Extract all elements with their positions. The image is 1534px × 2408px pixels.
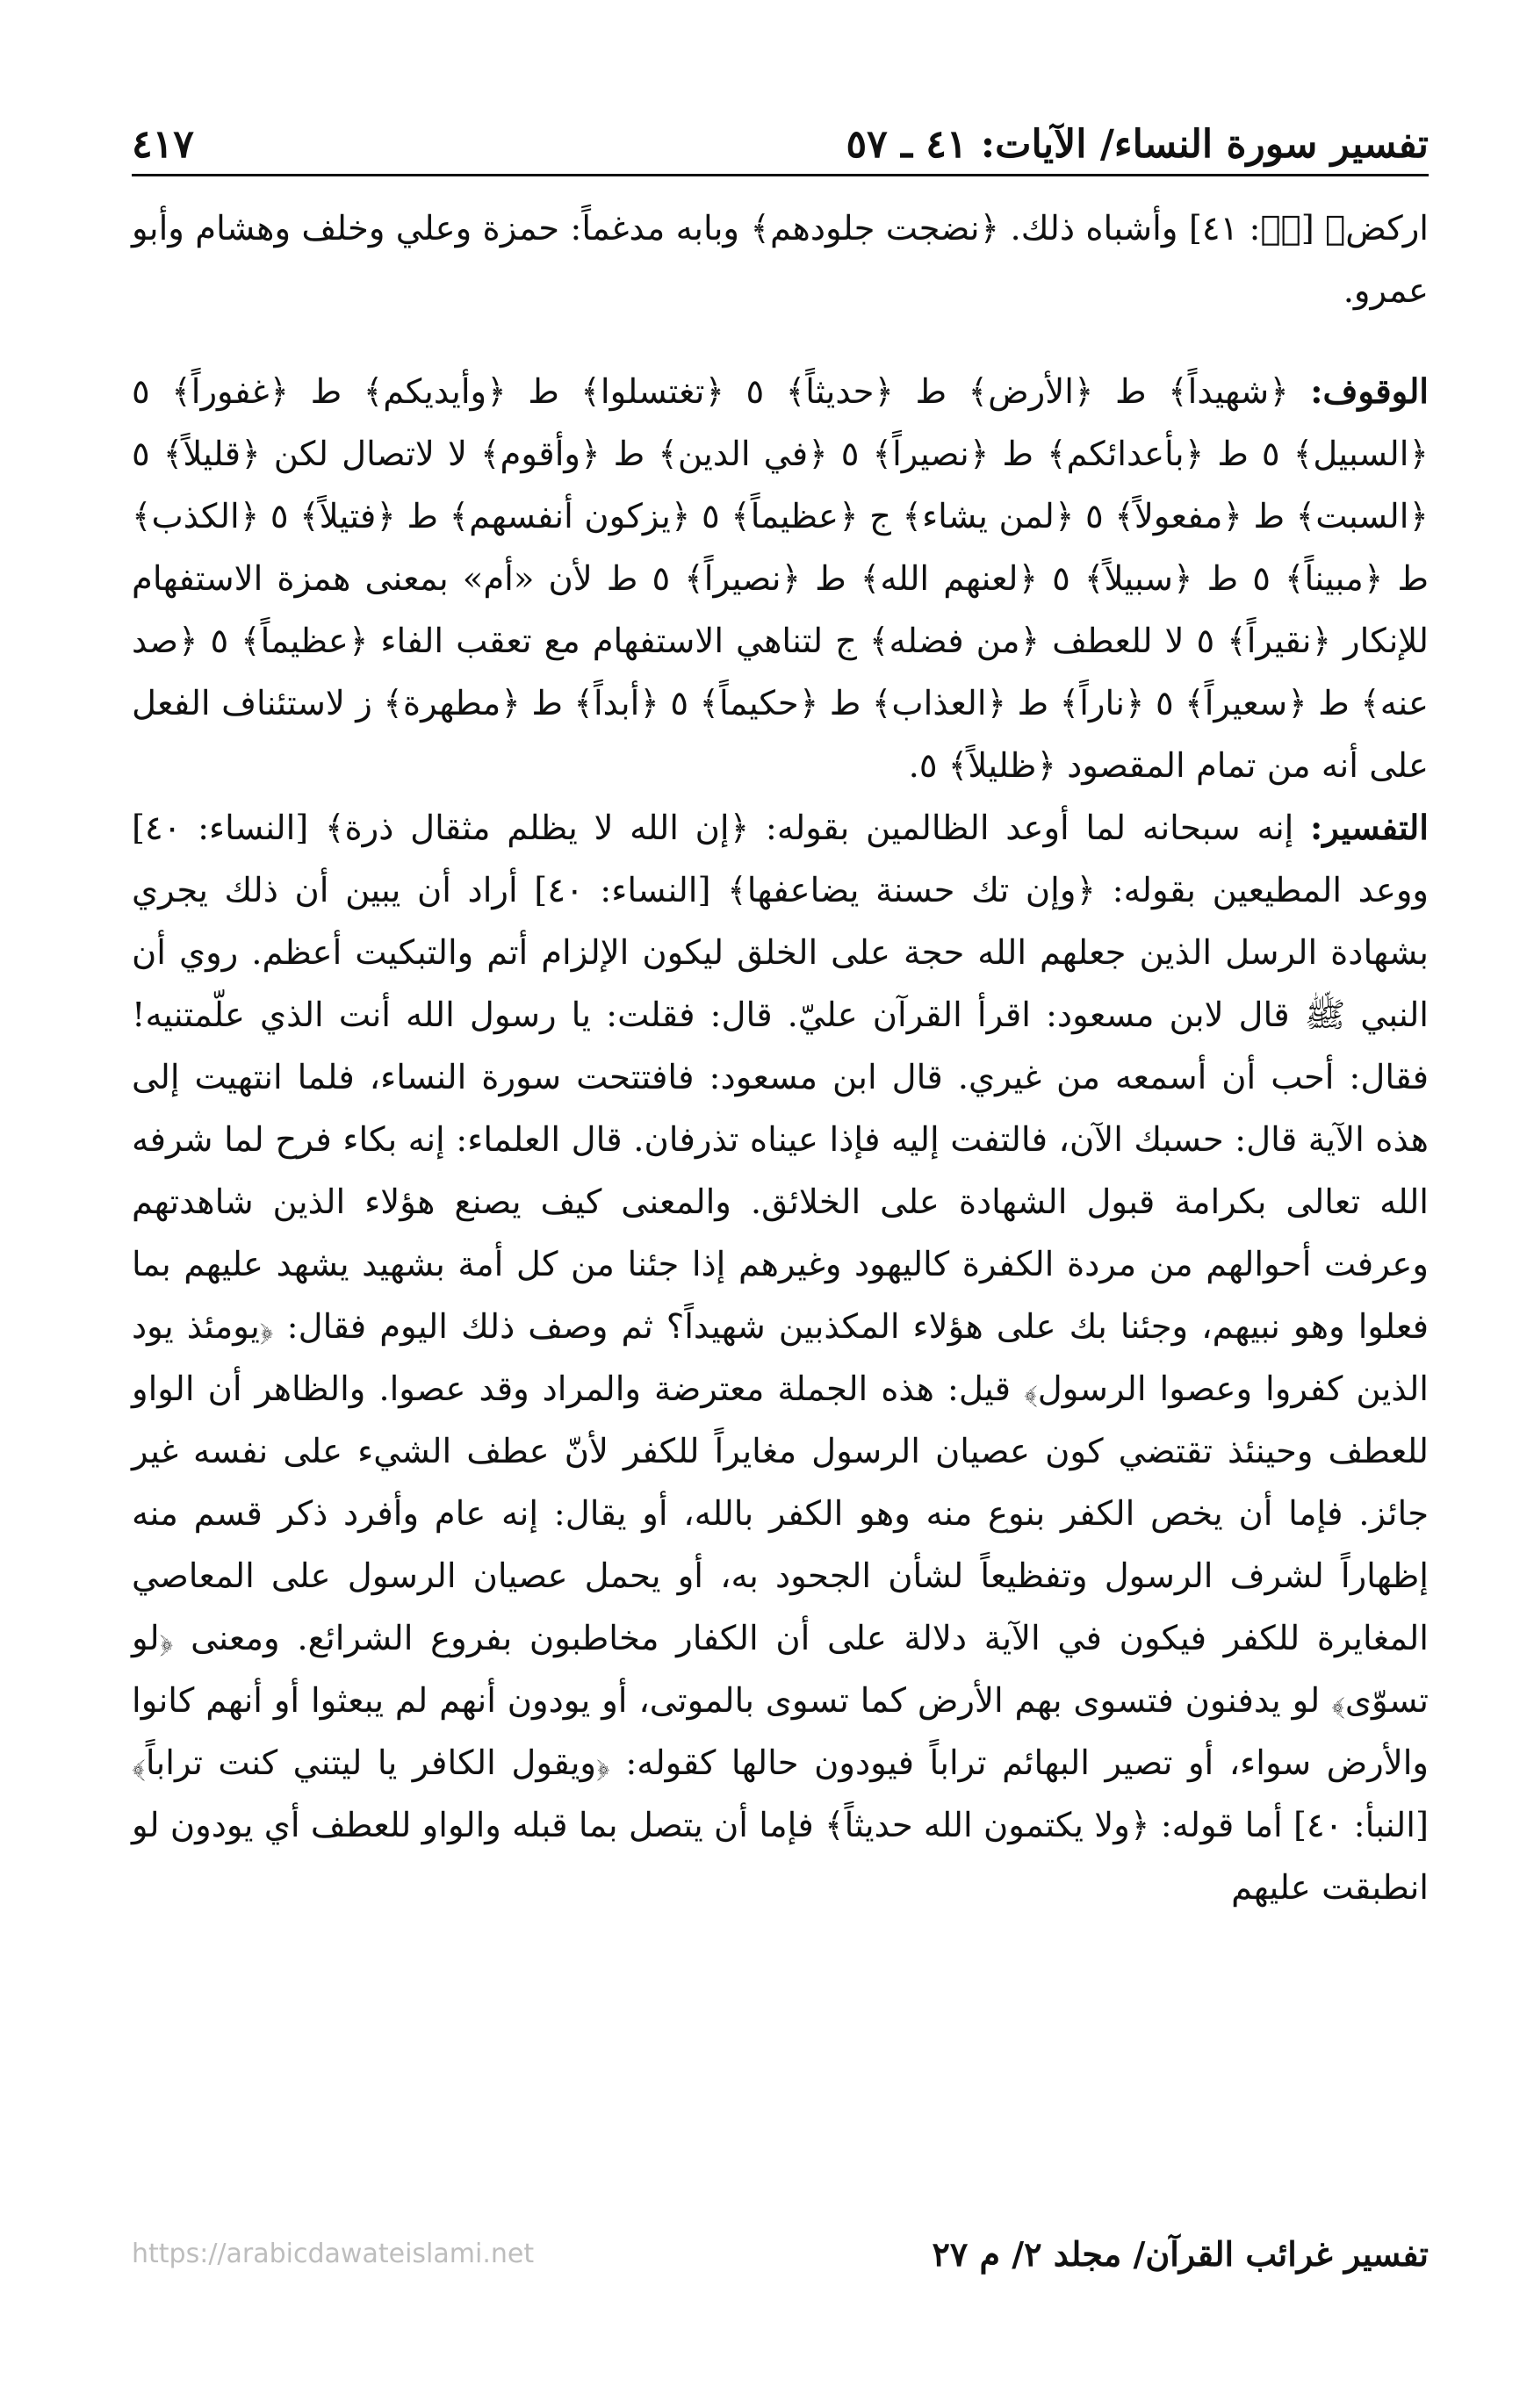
paragraph-text: اركض﴾ [صۤ: ٤١] وأشباه ذلك. ﴿نضجت جلودهم﴾ وبابه مدغماً: حمزة وعلي وخلف وهشام وأبو عمرو. bbox=[132, 209, 1430, 311]
paragraph-tafsir bbox=[132, 797, 1429, 1919]
page-footer bbox=[132, 2234, 1429, 2274]
paragraph-readings bbox=[132, 198, 1429, 322]
running-header bbox=[132, 97, 1429, 176]
page-number: ٤١٧ bbox=[132, 122, 194, 167]
paragraph-text: ﴿شهيداً﴾ ط ﴿الأرض﴾ ط ﴿حديثاً﴾ ٥ ﴿تغتسلوا﴾ ط ﴿وأيديكم﴾ ط ﴿غفوراً﴾ ٥ ﴿السبيل﴾ ٥ ط ﴿بأعدائكم﴾ ط ﴿نصيراً﴾ ٥ ﴿في الدين﴾ ط ﴿وأقوم﴾ لا لاتصال لكن ﴿قليلاً﴾ ٥ ﴿السبت﴾ ط ﴿مفعولاً﴾ ٥ ﴿لمن يشاء﴾ ج ﴿عظيماً﴾ ٥ ﴿يزكون أنفسهم﴾ ط ﴿فتيلاً﴾ ٥ ﴿الكذب﴾ ط ﴿مبيناً﴾ ٥ ط ﴿سبيلاً﴾ ٥ ﴿لعنهم الله﴾ ط ﴿نصيراً﴾ ٥ ط لأن «أم» بمعنى همزة الاستفهام للإنكار ﴿نقيراً﴾ ٥ لا للعطف ﴿من فضله﴾ ج لتناهي الاستفهام مع تعقب الفاء ﴿عظيماً﴾ ٥ ﴿صد عنه﴾ ط ﴿سعيراً﴾ ٥ ﴿ناراً﴾ ط ﴿العذاب﴾ ط ﴿حكيماً﴾ ٥ ﴿أبداً﴾ ط ﴿مطهرة﴾ ز لاستئناف الفعل على أنه من تمام المقصود ﴿ظليلاً﴾ ٥. bbox=[132, 372, 1429, 786]
header-title: تفسير سورة النساء/ الآيات: ٤١ ـ ٥٧ bbox=[846, 122, 1429, 167]
section-heading-tafsir: التفسير: bbox=[1310, 809, 1429, 848]
watermark-url: https://arabicdawateislami.net bbox=[132, 2239, 535, 2269]
section-heading-stops: الوقوف: bbox=[1310, 372, 1429, 412]
book-reference: تفسير غرائب القرآن/ مجلد ٢/ م ٢٧ bbox=[932, 2234, 1429, 2274]
page-body bbox=[132, 198, 1429, 1919]
paragraph-stops bbox=[132, 361, 1429, 797]
paragraph-text: إنه سبحانه لما أوعد الظالمين بقوله: ﴿إن الله لا يظلم مثقال ذرة﴾ [النساء: ٤٠] ووعد المطيعين بقوله: ﴿وإن تك حسنة يضاعفها﴾ [النساء: ٤٠] أراد أن يبين أن ذلك يجري بشهادة الرسل الذين جعلهم الله حجة على الخلق ليكون الإلزام أتم والتبكيت أعظم. روي أن النبي ﷺ قال لابن مسعود: اقرأ القرآن عليّ. قال: فقلت: يا رسول الله أنت الذي علّمتنيه! فقال: أحب أن أسمعه من غيري. قال ابن مسعود: فافتتحت سورة النساء، فلما انتهيت إلى هذه الآية قال: حسبك الآن، فالتفت إليه فإذا عيناه تذرفان. قال العلماء: إنه بكاء فرح لما شرفه الله تعالى بكرامة قبول الشهادة على الخلائق. والمعنى كيف يصنع هؤلاء الذين شاهدتهم وعرفت أحوالهم من مردة الكفرة كاليهود وغيرهم إذا جئنا من كل أمة بشهيد يشهد عليهم بما فعلوا وهو نبيهم، وجئنا بك على هؤلاء المكذبين شهيداً؟ ثم وصف ذلك اليوم فقال: ﴿يومئذ يود الذين كفروا وعصوا الرسول﴾ قيل: هذه الجملة معترضة والمراد وقد عصوا. والظاهر أن الواو للعطف وحينئذ تقتضي كون عصيان الرسول مغايراً للكفر لأنّ عطف الشيء على نفسه غير جائز. فإما أن يخص الكفر بنوع منه وهو الكفر بالله، أو يقال: إنه عام وأفرد ذكر قسم منه إظهاراً لشرف الرسول وتفظيعاً لشأن الجحود به، أو يحمل عصيان الرسول على المعاصي المغايرة للكفر فيكون في الآية دلالة على أن الكفار مخاطبون بفروع الشرائع. ومعنى ﴿لو تسوّى﴾ لو يدفنون فتسوى بهم الأرض كما تسوى بالموتى، أو يودون أنهم لم يبعثوا أو أنهم كانوا والأرض سواء، أو تصير البهائم تراباً فيودون حالها كقوله: ﴿ويقول الكافر يا ليتني كنت تراباً﴾ [النبأ: ٤٠] أما قوله: ﴿ولا يكتمون الله حديثاً﴾ فإما أن يتصل بما قبله والواو للعطف أي يودون لو انطبقت عليهم bbox=[132, 809, 1430, 1908]
